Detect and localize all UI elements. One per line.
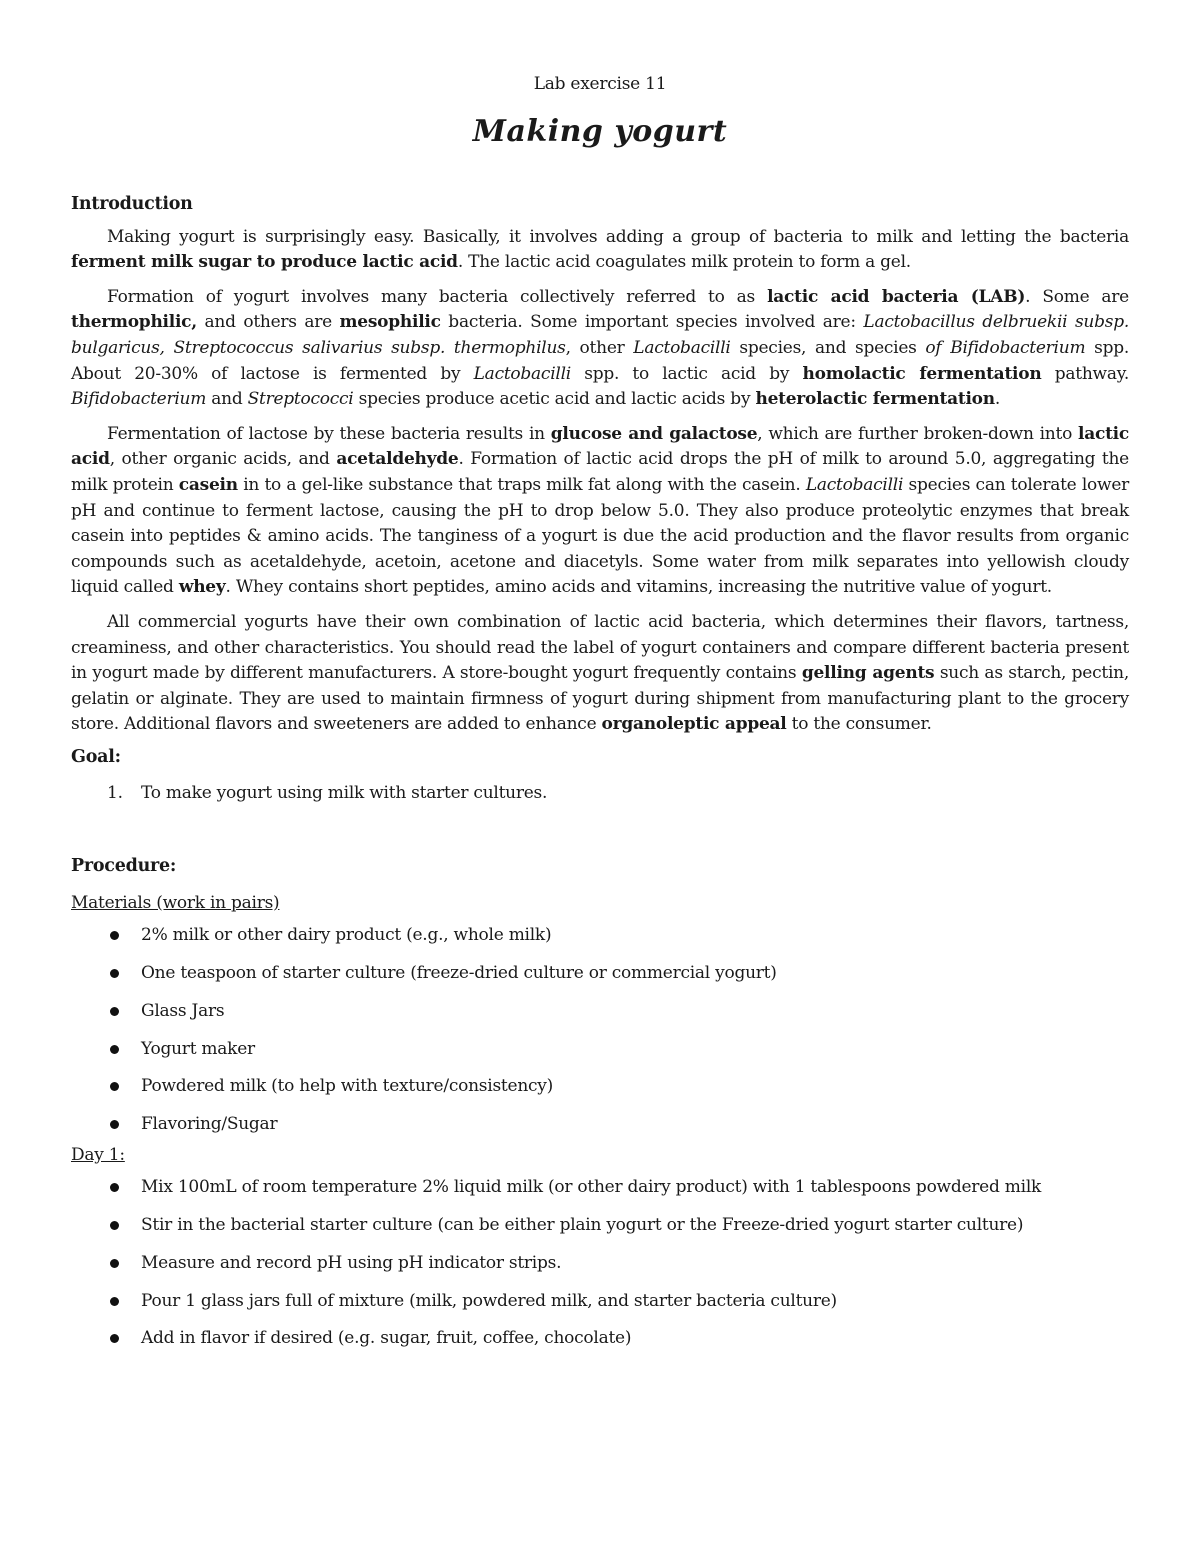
bullet-icon: [110, 969, 119, 978]
text-run: , other: [565, 337, 634, 358]
text-run: Fermentation of lactose by these bacteria results in: [107, 423, 551, 444]
text-run: and others are: [196, 312, 340, 333]
bold-term: glucose and galactose: [550, 423, 758, 444]
bullet-icon: [110, 1183, 119, 1192]
text-run: to the consumer.: [786, 714, 932, 735]
bold-term: organoleptic appeal: [601, 714, 787, 735]
bold-term: lactic acid: [71, 423, 1129, 470]
goal-item-number: 1.: [107, 783, 123, 804]
day1-step-item: Pour 1 glass jars full of mixture (milk, powdered milk, and starter bacteria culture): [71, 1289, 1129, 1315]
goal-heading: Goal:: [71, 746, 121, 767]
text-run: .: [994, 389, 1001, 410]
text-run: , which are further broken-down into: [757, 423, 1078, 444]
text-run: . The lactic acid coagulates milk protein to form a gel.: [457, 252, 911, 273]
bullet-icon: [110, 1082, 119, 1091]
text-run: such as starch, pectin, gelatin or alginate. They are used to maintain firmness of yogurt during shipment from manufacturing plant to the grocery store. Additional flavors and sweeteners are added to enhance: [71, 663, 1129, 735]
italic-term: Lactobacilli: [633, 337, 731, 358]
intro-paragraph-1: [71, 225, 1129, 276]
intro-paragraph-4: [71, 610, 1129, 738]
text-run: species, and species: [730, 337, 926, 358]
bold-term: heterolactic fermentation: [755, 389, 995, 410]
text-run: . Formation of lactic acid drops the pH of milk to around 5.0, aggregating the milk protein: [71, 449, 1129, 495]
text-run: Making yogurt is surprisingly easy. Basically, it involves adding a group of bacteria to milk and letting the bacteria: [107, 226, 1129, 247]
goal-item-text: To make yogurt using milk with starter cultures.: [141, 783, 548, 804]
italic-term: Lactobacilli: [473, 363, 571, 384]
day1-step-item: Measure and record pH using pH indicator strips.: [71, 1251, 1129, 1277]
bold-term: casein: [178, 474, 238, 495]
text-run: bacteria. Some important species involved are:: [440, 312, 864, 333]
text-run: species produce acetic acid and lactic acids by: [353, 389, 756, 410]
bullet-icon: [110, 1120, 119, 1129]
materials-list-item: One teaspoon of starter culture (freeze-dried culture or commercial yogurt): [71, 961, 1129, 987]
bullet-icon: [110, 1045, 119, 1054]
materials-list-item: Powdered milk (to help with texture/consistency): [71, 1074, 1129, 1100]
day1-steps-list: [71, 1175, 1129, 1352]
materials-list: [71, 923, 1129, 1138]
bullet-icon: [110, 1007, 119, 1016]
materials-heading: Materials (work in pairs): [71, 892, 280, 913]
italic-term: Lactobacilli: [805, 474, 904, 495]
bullet-icon: [110, 931, 119, 940]
bold-term: lactic acid bacteria (LAB): [767, 286, 1026, 307]
italic-term: Lactobacillus delbruekii subsp. bulgaricus, Streptococcus salivarius subsp. thermophilus: [71, 312, 1130, 358]
bullet-icon: [110, 1334, 119, 1343]
goal-list: [71, 781, 1129, 807]
text-run: . Some are: [1025, 286, 1129, 307]
bold-term: gelling agents: [801, 663, 935, 684]
bold-term: acetaldehyde: [336, 449, 459, 470]
bullet-icon: [110, 1221, 119, 1230]
day1-step-item: Add in flavor if desired (e.g. sugar, fruit, coffee, chocolate): [71, 1326, 1129, 1352]
day1-heading: Day 1:: [71, 1144, 125, 1165]
materials-list-item: Glass Jars: [71, 999, 1129, 1025]
intro-paragraph-2: [71, 285, 1129, 413]
procedure-heading: Procedure:: [71, 856, 177, 877]
text-run: and: [206, 389, 248, 410]
bold-term: homolactic fermentation: [802, 363, 1042, 384]
introduction-heading: Introduction: [71, 194, 193, 214]
text-run: . Whey contains short peptides, amino acids and vitamins, increasing the nutritive value of yogurt.: [225, 577, 1052, 598]
text-run: , other organic acids, and: [109, 449, 337, 470]
goal-item: [71, 781, 1129, 807]
day1-step-item: Mix 100mL of room temperature 2% liquid milk (or other dairy product) with 1 tablespoons powdered milk: [71, 1175, 1129, 1201]
materials-list-item: 2% milk or other dairy product (e.g., whole milk): [71, 923, 1129, 949]
day1-step-item: Stir in the bacterial starter culture (can be either plain yogurt or the Freeze-dried yogurt starter culture): [71, 1213, 1129, 1239]
bold-term: thermophilic,: [71, 312, 197, 333]
text-run: spp. to lactic acid by: [570, 363, 803, 384]
italic-term: Streptococci: [247, 389, 354, 410]
italic-term: of Bifidobacterium: [925, 337, 1086, 358]
text-run: spp. About 20-30% of lactose is fermented by: [71, 337, 1129, 384]
bullet-icon: [110, 1297, 119, 1306]
materials-list-item: Yogurt maker: [71, 1037, 1129, 1063]
text-run: Formation of yogurt involves many bacteria collectively referred to as: [107, 286, 768, 307]
text-run: All commercial yogurts have their own combination of lactic acid bacteria, which determines their flavors, tartness, creaminess, and other characteristics. You should read the label of yogurt containers and compare different bacteria present in yogurt made by different manufacturers. A store-bought yogurt frequently contains: [71, 611, 1129, 684]
bold-term: mesophilic: [339, 312, 441, 333]
italic-term: Bifidobacterium: [71, 389, 207, 410]
text-run: species can tolerate lower pH and continue to ferment lactose, causing the pH to drop below 5.0. They also produce proteolytic enzymes that break casein into peptides & amino acids. The tanginess of a yogurt is due the acid production and the flavor results from organic compounds such as acetaldehyde, acetoin, acetone and diacetyls. Some water from milk separates into yellowish cloudy liquid called: [71, 474, 1130, 598]
bold-term: whey: [178, 577, 226, 598]
bullet-icon: [110, 1259, 119, 1268]
intro-paragraph-3: [71, 422, 1129, 601]
lab-label: Lab exercise 11: [533, 74, 667, 94]
bold-term: ferment milk sugar to produce lactic acid: [71, 252, 458, 273]
page-title: Making yogurt: [472, 114, 728, 149]
text-run: in to a gel-like substance that traps milk fat along with the casein.: [237, 474, 806, 495]
document-content: [71, 72, 1129, 1352]
materials-list-item: Flavoring/Sugar: [71, 1112, 1129, 1138]
text-run: pathway.: [1041, 363, 1129, 384]
